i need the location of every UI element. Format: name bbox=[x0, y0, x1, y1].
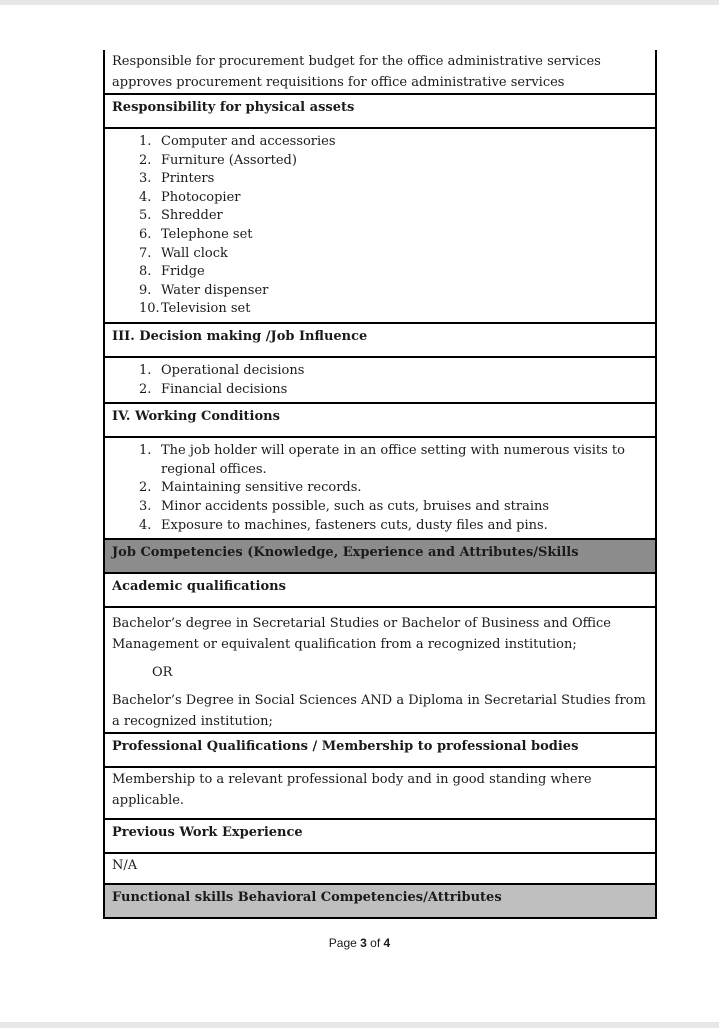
decision-making-list-items bbox=[112, 362, 647, 399]
list-item: Photocopier bbox=[161, 189, 241, 205]
working-conditions-list bbox=[105, 438, 655, 540]
footer-total-pages: 4 bbox=[383, 936, 391, 951]
physical-assets-list-items bbox=[112, 133, 647, 319]
list-item: Operational decisions bbox=[161, 362, 305, 378]
footer-label-page: Page bbox=[328, 936, 357, 951]
header-academic-qualifications: Academic qualifications bbox=[105, 574, 655, 608]
header-previous-work-experience: Previous Work Experience bbox=[105, 820, 655, 854]
procurement-responsibility-text: Responsible for procurement budget for the office administrative services approves procurement requisitions for office administrative services bbox=[105, 50, 655, 95]
list-item: The job holder will operate in an office setting with numerous visits to regional offices. bbox=[161, 443, 625, 477]
list-item: Printers bbox=[161, 171, 215, 187]
list-item: Fridge bbox=[161, 264, 205, 280]
section-functional-skills: Functional skills Behavioral Competencies/Attributes bbox=[105, 885, 655, 919]
paragraph: Bachelor’s degree in Secretarial Studies or Bachelor of Business and Office Management or equivalent qualification from a recognized institution; bbox=[112, 616, 611, 653]
decision-making-list bbox=[105, 358, 655, 404]
section-job-competencies: Job Competencies (Knowledge, Experience and Attributes/Skills bbox=[105, 540, 655, 574]
list-item: Water dispenser bbox=[161, 282, 269, 298]
list-item: Financial decisions bbox=[161, 381, 288, 397]
list-item: Computer and accessories bbox=[161, 134, 336, 149]
list-item: Exposure to machines, fasteners cuts, dusty files and pins. bbox=[161, 517, 548, 533]
working-conditions-list-items bbox=[112, 442, 647, 535]
paragraph: Bachelor’s Degree in Social Sciences AND a Diploma in Secretarial Studies from a recognized institution; bbox=[112, 693, 646, 730]
list-item: Maintaining sensitive records. bbox=[161, 480, 362, 496]
document-page bbox=[0, 5, 719, 1022]
list-item: Telephone set bbox=[161, 226, 253, 242]
job-description-table bbox=[103, 50, 657, 919]
list-item: Television set bbox=[161, 301, 251, 317]
page-footer bbox=[0, 936, 719, 950]
list-item: Shredder bbox=[161, 208, 223, 224]
academic-qualifications-text bbox=[105, 608, 655, 734]
header-professional-qualifications: Professional Qualifications / Membership to professional bodies bbox=[105, 734, 655, 768]
paragraph: OR bbox=[152, 665, 173, 681]
header-responsibility-for-physical-assets: Responsibility for physical assets bbox=[105, 95, 655, 129]
footer-label-of: of bbox=[370, 936, 381, 951]
list-item: Wall clock bbox=[161, 245, 228, 261]
page-gap-bottom bbox=[0, 1022, 719, 1028]
footer-page-number: 3 bbox=[360, 936, 367, 951]
list-item: Minor accidents possible, such as cuts, bruises and strains bbox=[161, 498, 550, 514]
list-item: Furniture (Assorted) bbox=[161, 152, 297, 168]
previous-work-experience-text: N/A bbox=[105, 854, 655, 885]
header-decision-making-job-influence: III. Decision making /Job Influence bbox=[105, 324, 655, 358]
header-working-conditions: IV. Working Conditions bbox=[105, 404, 655, 438]
professional-qualifications-text: Membership to a relevant professional body and in good standing where applicable. bbox=[105, 768, 655, 820]
physical-assets-list bbox=[105, 129, 655, 324]
